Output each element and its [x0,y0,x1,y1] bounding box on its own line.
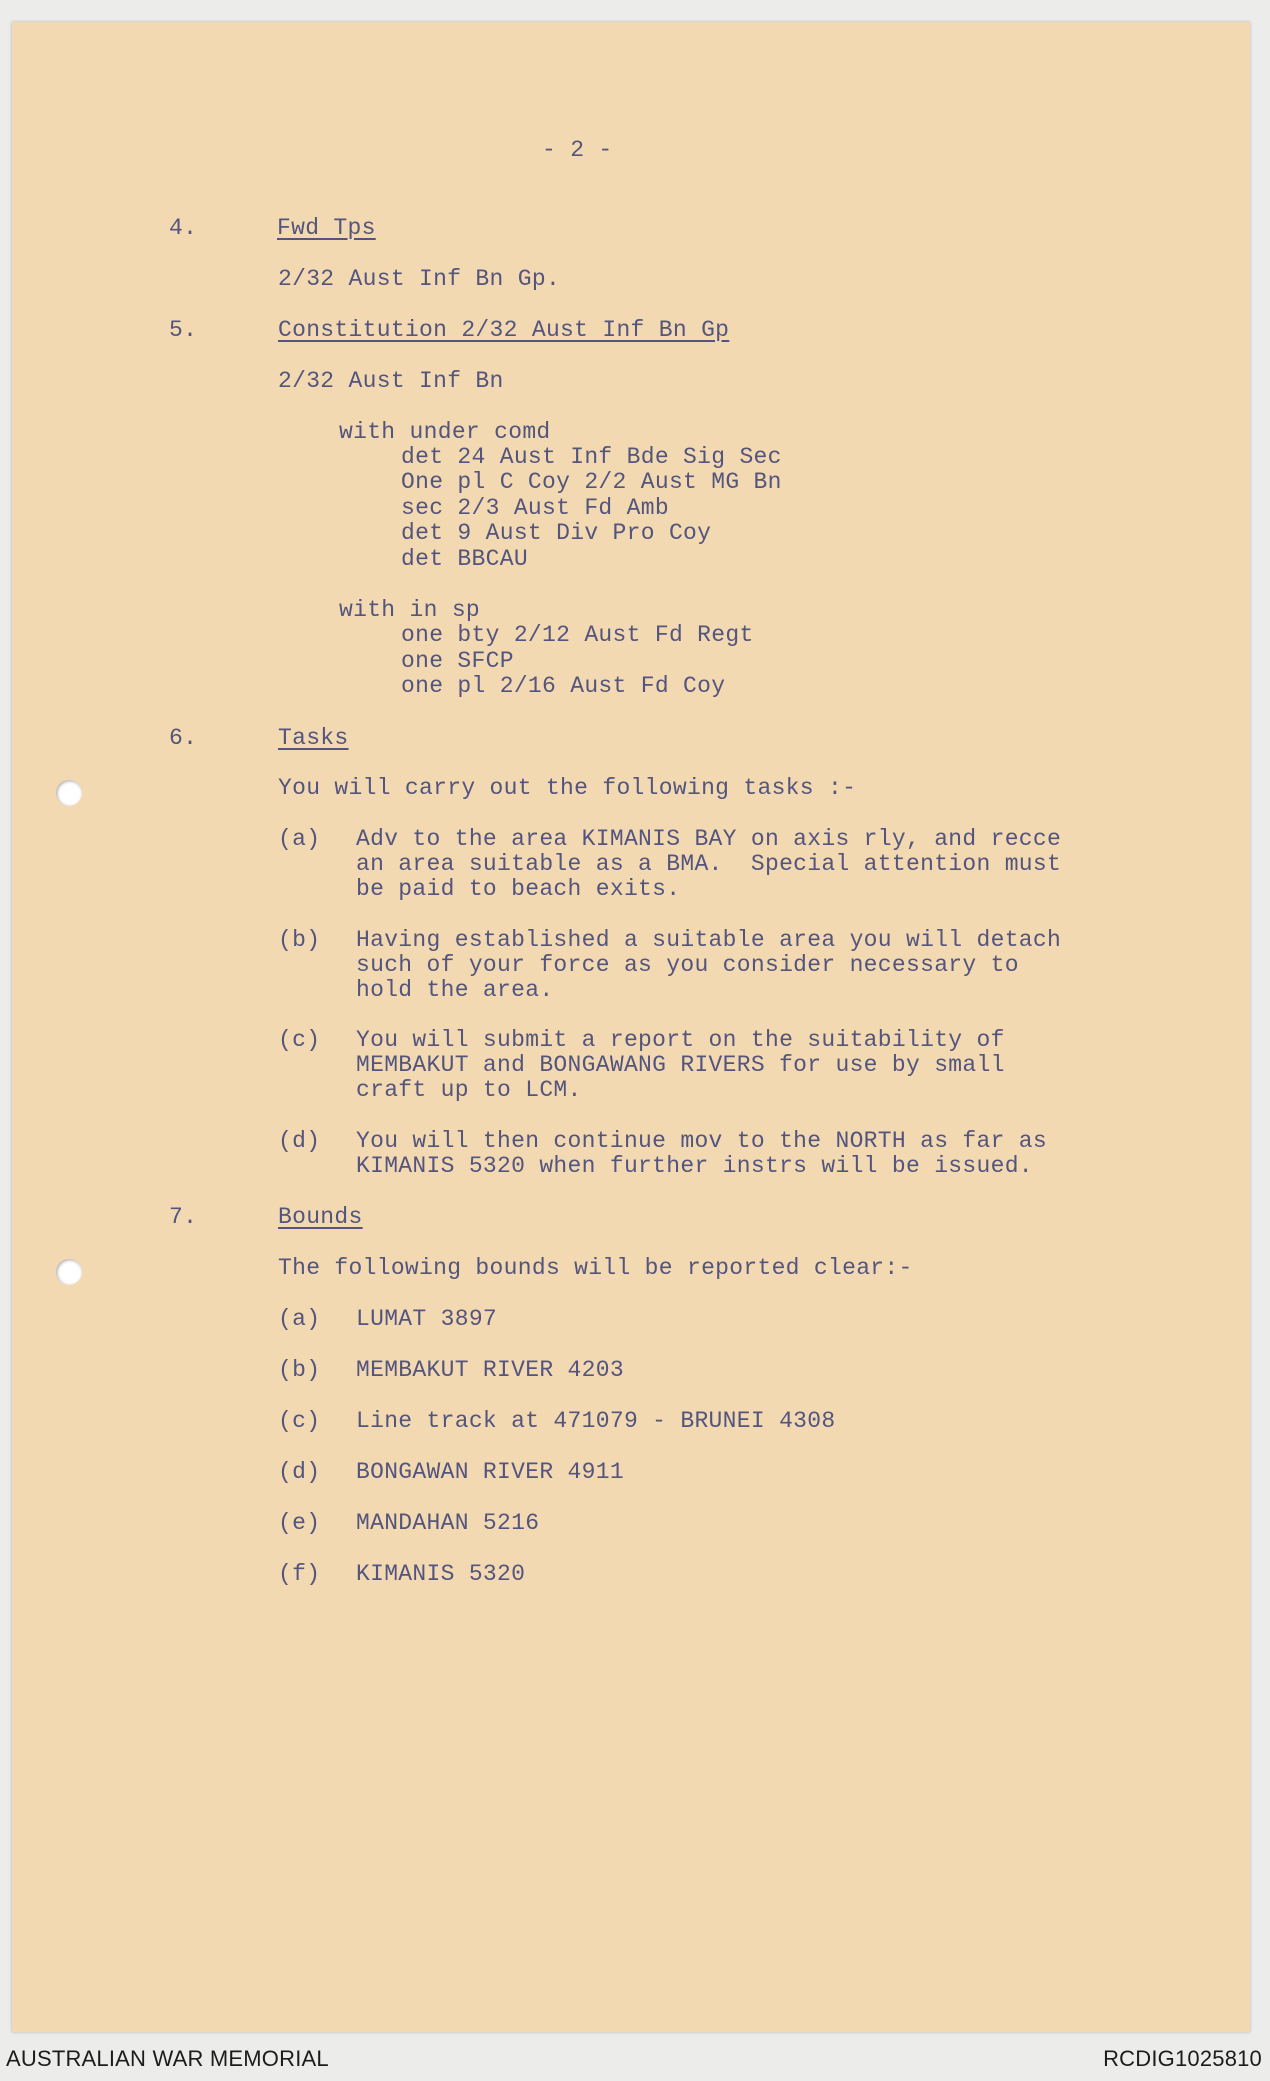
in-sp-item: one bty 2/12 Aust Fd Regt [401,622,754,648]
under-comd-item: det 9 Aust Div Pro Coy [401,520,712,546]
bound-text: KIMANIS 5320 [356,1561,526,1587]
task-line: You will submit a report on the suitability of [356,1027,1005,1053]
task-line: be paid to beach exits. [356,876,681,902]
bound-text: MEMBAKUT RIVER 4203 [356,1357,624,1383]
bounds-intro: The following bounds will be reported clear:- [278,1255,913,1281]
task-letter: (c) [278,1027,321,1053]
page-number: - 2 - [542,137,613,163]
task-line: You will then continue mov to the NORTH as far as [356,1128,1048,1154]
punch-hole-bottom [56,1259,82,1285]
under-comd-label: with under comd [339,419,551,445]
in-sp-item: one pl 2/16 Aust Fd Coy [401,673,726,699]
unit-name: 2/32 Aust Inf Bn [278,368,504,394]
section-heading-fwd-tps: Fwd Tps [277,215,376,241]
task-letter: (d) [278,1128,321,1154]
section-number-5: 5. [169,317,198,343]
bound-text: LUMAT 3897 [356,1306,498,1332]
task-line: Having established a suitable area you will detach [356,927,1062,953]
task-line: Adv to the area KIMANIS BAY on axis rly, and recce [356,826,1062,852]
task-line: hold the area. [356,977,554,1003]
bound-text: BONGAWAN RIVER 4911 [356,1459,624,1485]
section-number-6: 6. [169,725,198,751]
under-comd-item: One pl C Coy 2/2 Aust MG Bn [401,469,782,495]
section-heading-constitution: Constitution 2/32 Aust Inf Bn Gp [278,317,730,343]
section-number-7: 7. [169,1204,198,1230]
footer-record-id: RCDIG1025810 [1103,2046,1262,2071]
bound-letter: (b) [278,1357,321,1383]
bound-letter: (c) [278,1408,321,1434]
under-comd-item: det BBCAU [401,546,528,572]
under-comd-item: sec 2/3 Aust Fd Amb [401,495,669,521]
section-heading-bounds: Bounds [278,1204,363,1230]
bound-letter: (e) [278,1510,321,1536]
task-line: such of your force as you consider necessary to [356,952,1019,978]
section-heading-tasks: Tasks [278,725,349,751]
bound-text: MANDAHAN 5216 [356,1510,540,1536]
bound-letter: (f) [278,1561,321,1587]
section-number-4: 4. [169,215,198,241]
task-line: an area suitable as a BMA. Special attention must [356,851,1062,877]
task-letter: (a) [278,826,321,852]
task-letter: (b) [278,927,321,953]
task-line: craft up to LCM. [356,1077,582,1103]
task-line: MEMBAKUT and BONGAWANG RIVERS for use by small [356,1052,1005,1078]
in-sp-item: one SFCP [401,648,514,674]
tasks-intro: You will carry out the following tasks :- [278,775,857,801]
in-sp-label: with in sp [339,597,481,623]
bound-letter: (a) [278,1306,321,1332]
section-4-body: 2/32 Aust Inf Bn Gp. [278,266,561,292]
bound-text: Line track at 471079 - BRUNEI 4308 [356,1408,836,1434]
task-line: KIMANIS 5320 when further instrs will be issued. [356,1153,1033,1179]
document-page [12,22,1250,2032]
punch-hole-top [56,780,82,806]
under-comd-item: det 24 Aust Inf Bde Sig Sec [401,444,782,470]
footer-institution: AUSTRALIAN WAR MEMORIAL [6,2046,329,2071]
bound-letter: (d) [278,1459,321,1485]
